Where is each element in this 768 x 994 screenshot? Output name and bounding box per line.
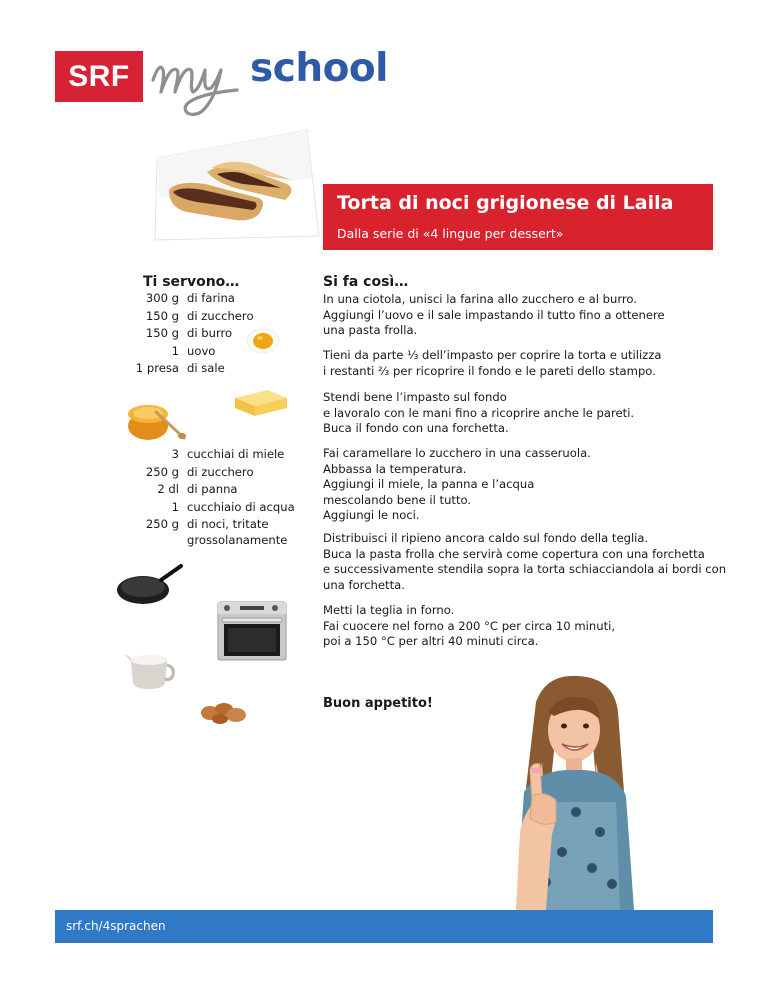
ingredient-name: di sale: [187, 361, 225, 375]
ingredient-name: uovo: [187, 343, 216, 358]
step-line: Metti la teglia in forno.: [323, 603, 455, 617]
steps-heading: Si fa così…: [323, 274, 409, 290]
step-4: [323, 446, 718, 524]
ingredient-row: [127, 446, 295, 464]
ingredient-row: [127, 308, 254, 326]
ingredient-qty: 1: [171, 499, 179, 514]
ingredient-qty: 2 dl: [157, 482, 179, 496]
ingredient-row: [127, 325, 254, 343]
ingredient-row: [127, 290, 254, 308]
step-line: In una ciotola, unisci la farina allo zucchero e al burro.: [323, 292, 637, 306]
title-banner: [323, 184, 713, 250]
recipe-title: Torta di noci grigionese di Laila: [337, 192, 674, 214]
ingredient-name: di zucchero: [187, 308, 254, 323]
ingredient-qty: 150 g: [145, 326, 179, 340]
girl-thumbs-up-photo: [496, 672, 646, 910]
step-line: Distribuisci il ripieno ancora caldo sul fondo della teglia.: [323, 531, 649, 545]
ingredient-qty: 1: [171, 343, 179, 358]
ingredient-row: [127, 499, 295, 517]
step-line: Aggiungi l’uovo e il sale impastando il tutto fino a ottenere: [323, 307, 665, 322]
step-line: Buca la pasta frolla che servirà come copertura con una forchetta: [323, 546, 705, 561]
recipe-subtitle: Dalla serie di «4 lingue per dessert»: [337, 226, 564, 241]
ingredient-qty: 250 g: [145, 464, 179, 479]
step-line: Stendi bene l’impasto sul fondo: [323, 390, 507, 404]
oven-image: [216, 600, 288, 662]
ingredient-name: grossolanamente: [187, 532, 288, 547]
ingredient-qty: 1 presa: [135, 361, 179, 375]
ingredient-row: [127, 360, 254, 378]
ingredient-name: di noci, tritate: [187, 517, 269, 531]
ingredient-name: cucchiaio di acqua: [187, 499, 295, 514]
ingredient-qty: 250 g: [145, 517, 179, 531]
srf-logo-text: SRF: [68, 59, 130, 93]
step-line: Aggiungi le noci.: [323, 508, 420, 522]
step-6: [323, 603, 718, 650]
ingredient-name: di panna: [187, 482, 238, 496]
step-line: Aggiungi il miele, la panna e l’acqua: [323, 477, 535, 491]
honey-jar-image: [122, 394, 188, 442]
ingredient-qty: [127, 534, 187, 547]
step-line: Abbassa la temperatura.: [323, 461, 467, 476]
footer-url[interactable]: srf.ch/4sprachen: [66, 919, 166, 933]
step-line: Fai caramellare lo zucchero in una casseruola.: [323, 446, 591, 460]
ingredient-qty: 300 g: [145, 291, 179, 305]
closing-text: Buon appetito!: [323, 696, 433, 711]
step-1: [323, 292, 718, 339]
footer-bar: [55, 910, 713, 943]
step-line: una forchetta.: [323, 577, 405, 592]
step-line: poi a 150 °C per altri 40 minuti circa.: [323, 634, 539, 648]
step-line: Fai cuocere nel forno a 200 °C per circa 10 minuti,: [323, 618, 616, 633]
ingredient-row: [127, 481, 295, 499]
ingredient-row: [127, 464, 295, 482]
ingredient-name: di farina: [187, 291, 235, 305]
ingredient-row: [127, 343, 254, 361]
srf-logo: [55, 51, 143, 102]
ingredient-row: [127, 534, 295, 547]
step-line: e successivamente stendila sopra la torta schiacciandola ai bordi con: [323, 562, 727, 576]
my-script-logo: [147, 40, 257, 120]
cake-photo: [147, 128, 322, 248]
ingredients-list-filling: [127, 446, 295, 547]
school-logo-text: school: [250, 46, 389, 91]
ingredient-name: cucchiai di miele: [187, 447, 285, 461]
ingredient-qty: 150 g: [145, 308, 179, 323]
step-5: [323, 531, 727, 593]
egg-yolk-image: [245, 327, 281, 355]
step-line: mescolando bene il tutto.: [323, 492, 472, 507]
frying-pan-image: [113, 562, 185, 608]
ingredients-heading: Ti servono…: [143, 274, 240, 290]
ingredients-list-crust: [127, 290, 254, 378]
step-line: Tieni da parte ⅓ dell’impasto per coprire la torta e utilizza: [323, 348, 662, 362]
step-3: [323, 390, 718, 437]
step-2: [323, 348, 718, 379]
step-line: una pasta frolla.: [323, 323, 418, 337]
cream-jug-image: [121, 647, 177, 691]
butter-image: [231, 388, 289, 418]
ingredient-qty: 3: [171, 447, 179, 461]
step-line: i restanti ⅔ per ricoprire il fondo e le pareti dello stampo.: [323, 363, 656, 378]
walnuts-image: [196, 697, 252, 727]
ingredient-row: [127, 516, 295, 534]
step-line: Buca il fondo con una forchetta.: [323, 421, 509, 435]
ingredient-name: di zucchero: [187, 464, 254, 479]
step-line: e lavoralo con le mani fino a ricoprire anche le pareti.: [323, 405, 635, 420]
ingredient-name: di burro: [187, 326, 233, 340]
